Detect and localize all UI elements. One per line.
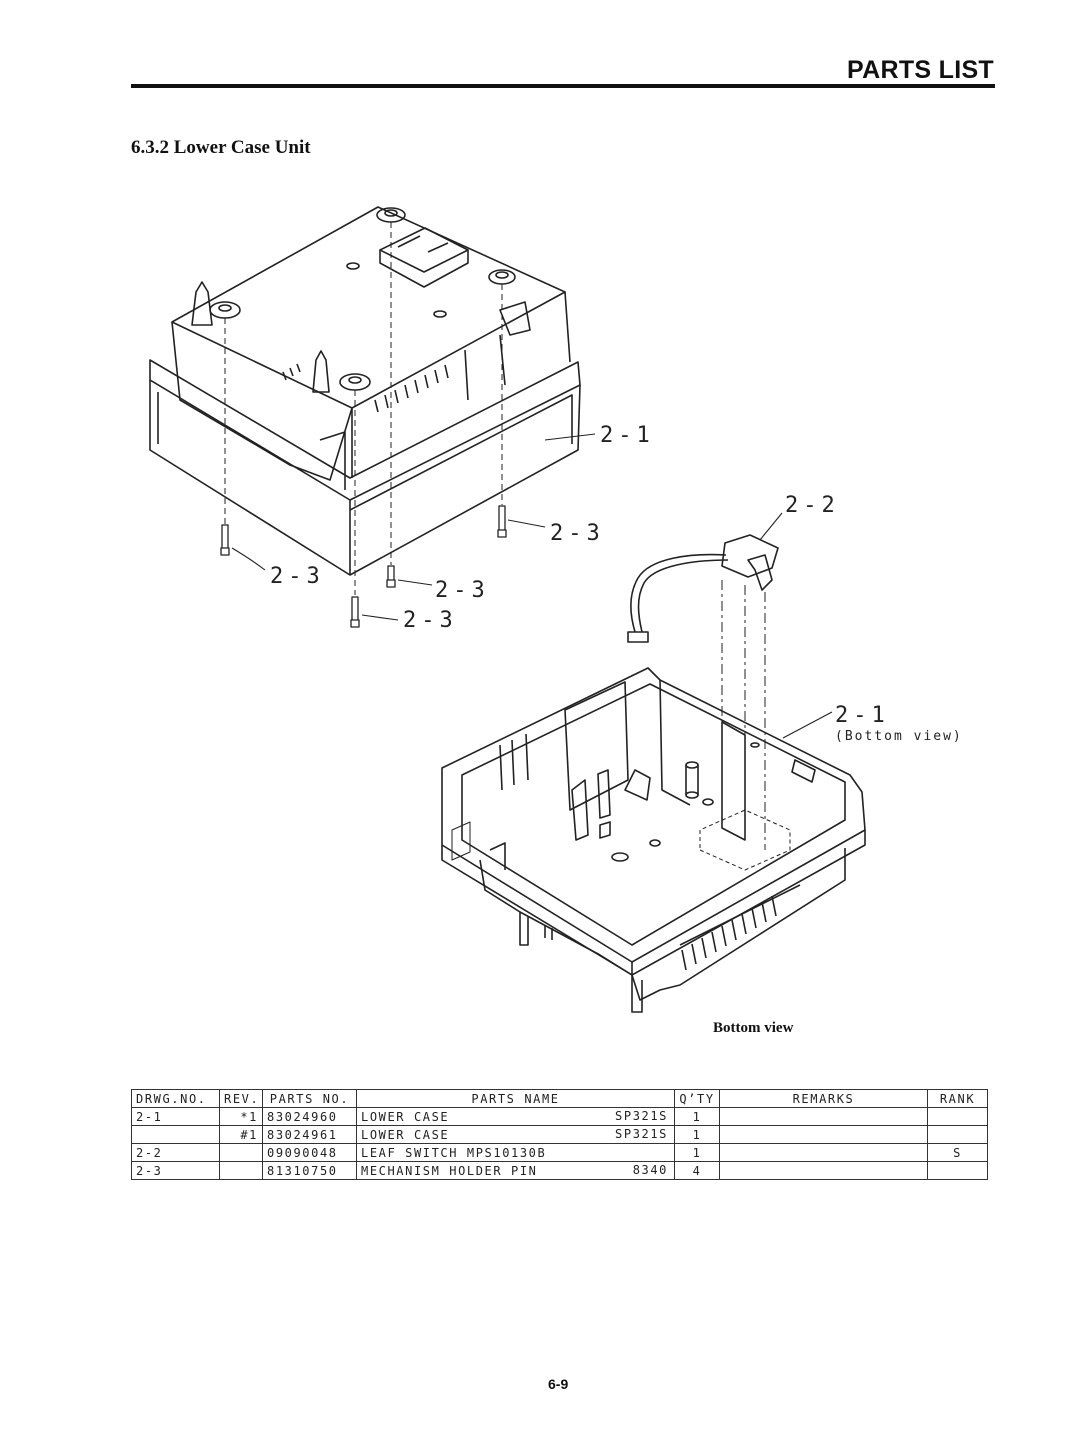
cell-rank (928, 1162, 988, 1180)
header-remarks: REMARKS (720, 1090, 928, 1108)
cell-remarks (720, 1144, 928, 1162)
table-row (132, 1126, 988, 1144)
cell-drwg-no: 2-1 (132, 1108, 220, 1126)
page-number: 6-9 (548, 1376, 569, 1392)
table-header-row (132, 1090, 988, 1108)
cell-parts-name (357, 1126, 675, 1144)
cell-rev (220, 1144, 263, 1162)
parts-spec-text: 8340 (632, 1163, 668, 1177)
page-header-title: PARTS LIST (847, 56, 994, 84)
cell-rank (928, 1126, 988, 1144)
cell-drwg-no (132, 1126, 220, 1144)
callout-2-1-upper: 2-1 (600, 423, 655, 448)
callout-2-3-low: 2-3 (403, 608, 458, 633)
section-title: 6.3.2 Lower Case Unit (131, 137, 311, 158)
cell-parts-no: 81310750 (263, 1162, 357, 1180)
cell-rank (928, 1108, 988, 1126)
parts-name-text: LOWER CASE (361, 1127, 450, 1142)
parts-name-text: LOWER CASE (361, 1109, 450, 1124)
cell-parts-name (357, 1144, 675, 1162)
cell-parts-name (357, 1162, 675, 1180)
callout-2-3-mid: 2-3 (435, 578, 490, 603)
cell-remarks (720, 1162, 928, 1180)
header-drwg-no: DRWG.NO. (132, 1090, 220, 1108)
drawing-caption: Bottom view (713, 1020, 794, 1036)
cell-remarks (720, 1126, 928, 1144)
parts-name-text: MECHANISM HOLDER PIN (361, 1163, 538, 1178)
cell-qty: 4 (675, 1162, 720, 1180)
cell-rev (220, 1162, 263, 1180)
parts-spec-text: SP321S (615, 1127, 668, 1141)
header-rev: REV. (220, 1090, 263, 1108)
cell-qty: 1 (675, 1126, 720, 1144)
header-qty: Q’TY (675, 1090, 720, 1108)
parts-table (131, 1089, 988, 1180)
lower-case-bottom-view (442, 668, 865, 1012)
cell-qty: 1 (675, 1108, 720, 1126)
table-row (132, 1162, 988, 1180)
parts-name-text: LEAF SWITCH MPS10130B (361, 1145, 547, 1160)
callout-bottom-view-note: (Bottom view) (835, 729, 963, 744)
cell-parts-no: 09090048 (263, 1144, 357, 1162)
parts-spec-text: SP321S (615, 1109, 668, 1123)
cell-parts-no: 83024960 (263, 1108, 357, 1126)
callout-2-3-right: 2-3 (550, 521, 605, 546)
cell-drwg-no: 2-3 (132, 1162, 220, 1180)
leaf-switch-illustration (628, 535, 778, 642)
callout-2-1-lower: 2-1 (835, 703, 890, 728)
cell-rev: #1 (220, 1126, 263, 1144)
header-parts-no: PARTS NO. (263, 1090, 357, 1108)
mechanism-holder-pins (221, 506, 506, 627)
cell-rev: *1 (220, 1108, 263, 1126)
table-row (132, 1108, 988, 1126)
callout-2-3-left: 2-3 (270, 564, 325, 589)
header-rank: RANK (928, 1090, 988, 1108)
lower-case-top-view (150, 207, 580, 575)
header-parts-name: PARTS NAME (357, 1090, 675, 1108)
cell-parts-name (357, 1108, 675, 1126)
cell-remarks (720, 1108, 928, 1126)
cell-rank: S (928, 1144, 988, 1162)
cell-parts-no: 83024961 (263, 1126, 357, 1144)
callout-2-2: 2-2 (785, 493, 840, 518)
cell-drwg-no: 2-2 (132, 1144, 220, 1162)
table-row (132, 1144, 988, 1162)
cell-qty: 1 (675, 1144, 720, 1162)
